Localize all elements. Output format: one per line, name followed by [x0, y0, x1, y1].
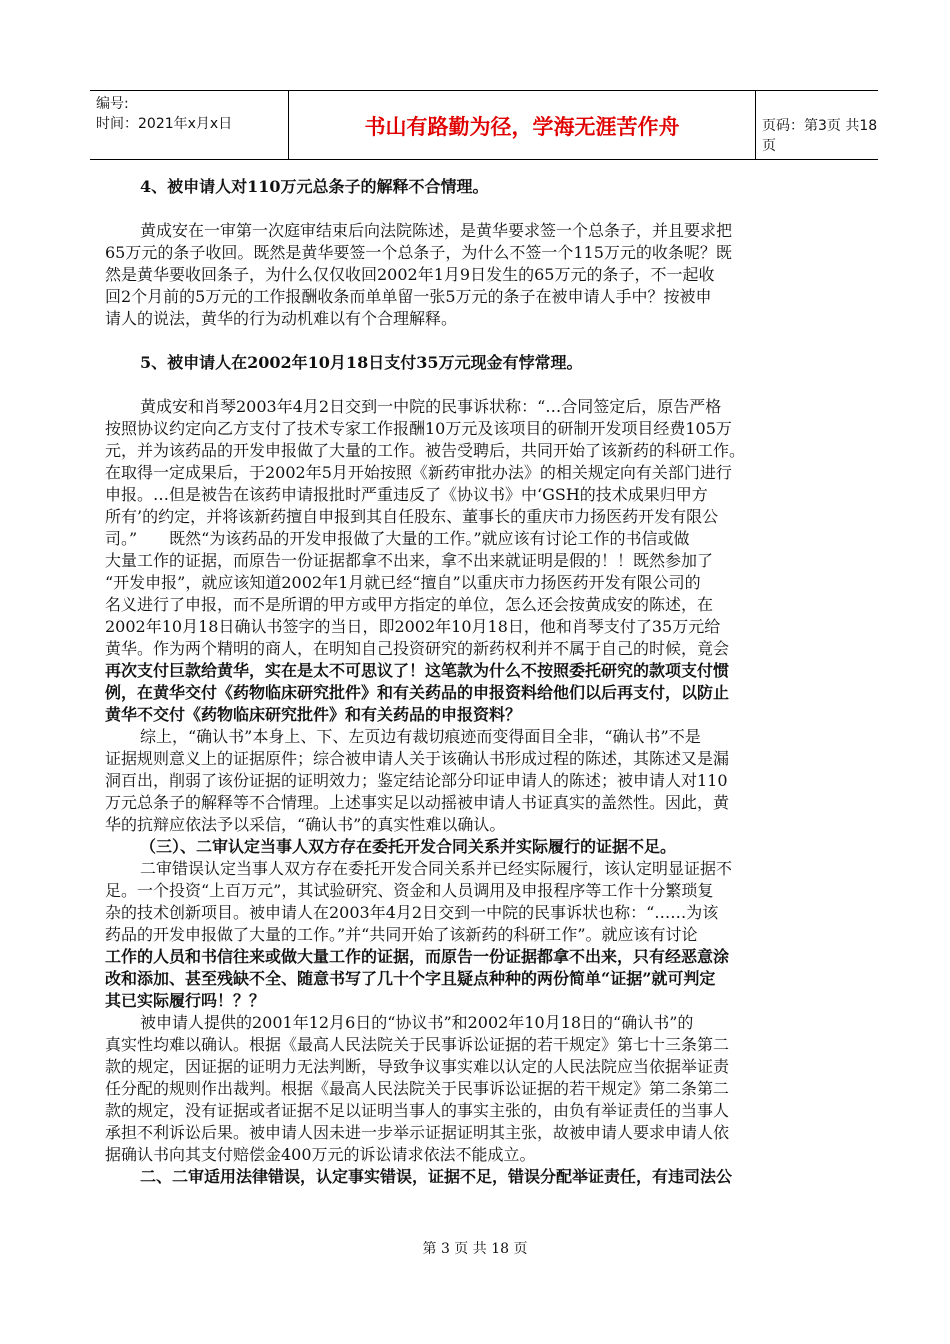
- text-line: 改和添加、甚至残缺不全、随意书写了几十个字且疑点种种的两份简单“证据”就可判定: [105, 969, 716, 988]
- text-line: 所有’的约定，并将该新药擅自申报到其自任股东、董事长的重庆市力扬医药开发有限公: [105, 507, 719, 526]
- header-page-cell: [754, 91, 878, 159]
- text-line: 请人的说法，黄华的行为动机难以有个合理解释。: [105, 309, 458, 328]
- header-meta-cell: [90, 91, 288, 159]
- text-line: 万元总条子的解释等不合情理。上述事实足以动摇被申请人书证真实的盖然性。因此，黄: [105, 793, 730, 812]
- text-line: 按照协议约定向乙方支付了技术专家工作报酬10万元及该项目的研制开发项目经费105万: [105, 419, 732, 438]
- text-line: 申报。…但是被告在该药申请报批时严重违反了《协议书》中‘GSH的技术成果归甲方: [105, 485, 708, 504]
- number-label: 编号:: [96, 96, 129, 112]
- text-line: 足。一个投资“上百万元”，其试验研究、资金和人员调用及申报程序等工作十分繁琐复: [105, 881, 714, 900]
- page-info: 页码：第3页 共18页: [762, 118, 878, 154]
- text-line: 2002年10月18日确认书签字的当日，即2002年10月18日，他和肖琴支付了35万元给: [105, 617, 721, 636]
- text-line: 在取得一定成果后，于2002年5月开始按照《新药审批办法》的相关规定向有关部门进行: [105, 463, 732, 482]
- text-line: 被申请人提供的2001年12月6日的“协议书”和2002年10月18日的“确认书”的: [140, 1013, 694, 1032]
- text-line: 工作的人员和书信往来或做大量工作的证据，而原告一份证据都拿不出来，只有经恶意涂: [105, 947, 730, 966]
- text-line: 承担不利诉讼后果。被申请人因未进一步举示证据证明其主张，故被申请人要求申请人依: [105, 1123, 730, 1142]
- text-line: “开发申报”，就应该知道2002年1月就已经“擅自”以重庆市力扬医药开发有限公司的: [105, 573, 701, 592]
- text-line: 真实性均难以确认。根据《最高人民法院关于民事诉讼证据的若干规定》第七十三条第二: [105, 1035, 730, 1054]
- text-line: 款的规定，因证据的证明力无法判断，导致争议事实难以认定的人民法院应当依据举证责: [105, 1057, 730, 1076]
- text-line: 据确认书向其支付赔偿金400万元的诉讼请求依法不能成立。: [105, 1145, 536, 1164]
- text-line: 名义进行了申报，而不是所谓的甲方或甲方指定的单位，怎么还会按黄成安的陈述，在: [105, 595, 714, 614]
- text-line: 其已实际履行吗！？？: [105, 991, 266, 1010]
- text-line: 黄成安在一审第一次庭审结束后向法院陈述，是黄华要求签一个总条子，并且要求把: [140, 221, 733, 240]
- text-line: 二审错误认定当事人双方存在委托开发合同关系并已经实际履行，该认定明显证据不: [140, 859, 733, 878]
- text-line: 黄华不交付《药物临床研究批件》和有关药品的申报资料？: [105, 705, 522, 724]
- text-line: 黄成安和肖琴2003年4月2日交到一中院的民事诉状称：“…合同签定后，原告严格: [140, 397, 722, 416]
- text-line: 药品的开发申报做了大量的工作。”并“共同开始了该新药的科研工作”。就应该有讨论: [105, 925, 698, 944]
- time-label: 时间：2021年x月x日: [96, 116, 233, 132]
- text-line: 二、二审适用法律错误，认定事实错误，证据不足，错误分配举证责任，有违司法公: [140, 1167, 733, 1186]
- text-line: 综上，“确认书”本身上、下、左页边有裁切痕迹而变得面目全非，“确认书”不是: [140, 727, 701, 746]
- text-line: 4、被申请人对110万元总条子的解释不合情理。: [140, 177, 489, 196]
- text-line: 黄华。作为两个精明的商人，在明知自己投资研究的新药权利并不属于自己的时候，竟会: [105, 639, 730, 658]
- text-line: 任分配的规则作出裁判。根据《最高人民法院关于民事诉讼证据的若干规定》第二条第二: [105, 1079, 730, 1098]
- text-line: 再次支付巨款给黄华，实在是太不可思议了！这笔款为什么不按照委托研究的款项支付惯: [105, 661, 730, 680]
- text-line: 款的规定，没有证据或者证据不足以证明当事人的事实主张的，由负有举证责任的当事人: [105, 1101, 730, 1120]
- text-line: 然是黄华要收回条子，为什么仅仅收回2002年1月9日发生的65万元的条子，不一起收: [105, 265, 715, 284]
- text-line: （三）、二审认定当事人双方存在委托开发合同关系并实际履行的证据不足。: [140, 837, 677, 856]
- document-body: [105, 176, 885, 1188]
- text-line: 大量工作的证据，而原告一份证据都拿不出来，拿不出来就证明是假的！！既然参加了: [105, 551, 714, 570]
- text-line: 例，在黄华交付《药物临床研究批件》和有关药品的申报资料给他们以后再支付，以防止: [105, 683, 730, 702]
- text-line: 证据规则意义上的证据原件；综合被申请人关于该确认书形成过程的陈述，其陈述又是漏: [105, 749, 730, 768]
- text-line: 5、被申请人在2002年10月18日支付35万元现金有悖常理。: [140, 353, 583, 372]
- text-line: 洞百出，削弱了该份证据的证明效力；鉴定结论部分印证申请人的陈述；被申请人对110: [105, 771, 728, 790]
- text-line: 65万元的条子收回。既然是黄华要签一个总条子，为什么不签一个115万元的收条呢？既: [105, 243, 732, 262]
- header-motto-cell: [288, 91, 756, 159]
- text-line: 华的抗辩应依法予以采信，“确认书”的真实性难以确认。: [105, 815, 506, 834]
- text-line: 元，并为该药品的开发申报做了大量的工作。被告受聘后，共同开始了该新药的科研工作。: [105, 441, 746, 460]
- page-header: [90, 90, 878, 160]
- text-line: 杂的技术创新项目。被申请人在2003年4月2日交到一中院的民事诉状也称：“……为该: [105, 903, 719, 922]
- motto-text: 书山有路勤为径，学海无涯苦作舟: [364, 115, 680, 139]
- text-line: 回2个月前的5万元的工作报酬收条而单单留一张5万元的条子在被申请人手中？按被申: [105, 287, 712, 306]
- text-line: 司。” 既然“为该药品的开发申报做了大量的工作。”就应该有讨论工作的书信或做: [105, 529, 690, 548]
- page-footer: 第 3 页 共 18 页: [422, 1241, 528, 1257]
